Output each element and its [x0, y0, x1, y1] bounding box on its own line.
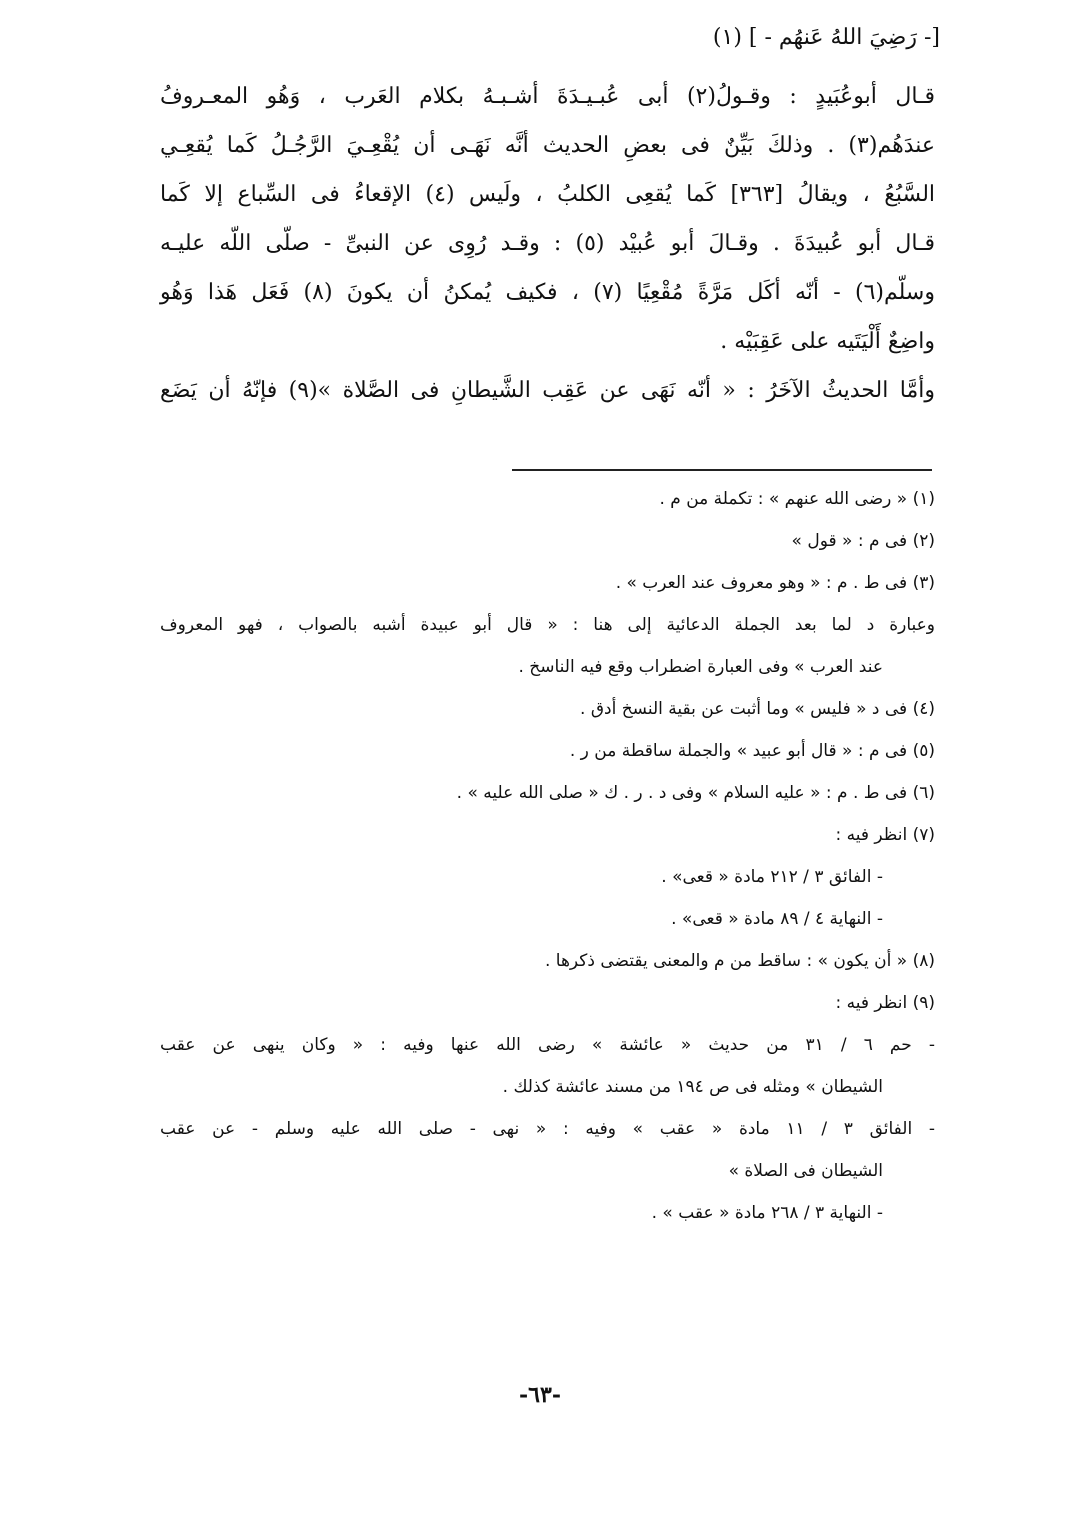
footnote-line: - النهاية ٣ / ٢٦٨ مادة « عقب » .: [651, 1203, 883, 1223]
paragraph-line: وأمَّا الحديثُ الآخَرُ : « أنّه نَهَى عن عَقِب الشَّيطانِ فى الصَّلاة »(٩) فإنّهُ أن يَضَع: [160, 378, 935, 403]
main-text-line: قـال أبوعُبَيدٍ : وقـولُ(٢) أبى عُبـيـدَةَ أشـبـهُ بكلام العَرب ، وَهُو المعـروفُ: [160, 84, 935, 109]
main-text-line: وسلّم(٦) - أنّه أكَل مَرَّةً مُقْعِيًا (٧) ، فكيف يُمكنُ أن يكونَ (٨) فَعَل هَذا وَهُو: [160, 280, 935, 305]
footnote-divider: [512, 469, 932, 471]
footnote-line: الشيطان فى الصلاة »: [728, 1161, 883, 1181]
footnote-line: (٢) فى م : « قول »: [791, 531, 935, 551]
bracketed-header-line: [- رَضِيَ اللهُ عَنهُم - ] (١): [712, 25, 940, 50]
footnote-line: - حم ٦ / ٣١ من حديث « عائشة » رضى الله عنها وفيه : « وكان ينهى عن عقب: [160, 1035, 935, 1055]
footnote-line: (٧) انظر فيه :: [835, 825, 935, 845]
main-text-line: واضِعٌ أَلْيَتَيه على عَقِبَيْه .: [720, 329, 935, 354]
main-text-line: قـال أبو عُبيدَةَ . وقـالَ أبو عُبيْد (٥) : وقـد رُوِى عن النبىِّ - صلّى اللّه عليـه: [160, 231, 935, 256]
main-text-line: السَّبُعُ ، ويقالُ [٣٦٣] كَما يُقعِى الكلبُ ، ولَيس (٤) الإقعاءُ فى السِّباع إلا كَما: [160, 182, 936, 207]
footnotes-block: [160, 478, 935, 1234]
footnote-line: الشيطان » ومثله فى ص ١٩٤ من مسند عائشة كذلك .: [502, 1077, 883, 1097]
footnote-line: (٨) « أن يكون » : ساقط من م والمعنى يقتضى ذكرها .: [544, 951, 935, 971]
footnote-line: (١) « رضى الله عنهم » : تكملة من م .: [659, 489, 935, 509]
footnote-line: وعبارة د لما بعد الجملة الدعائية إلى هنا : « قال أبو عبيدة أشبه بالصواب ، فهو المعروف: [160, 615, 935, 635]
main-text-block: [160, 72, 935, 415]
footnote-line: - الفائق ٣ / ٢١٢ مادة « قعى» .: [661, 867, 883, 887]
page-number: -٦٣-: [519, 1382, 561, 1408]
footnote-line: - النهاية ٤ / ٨٩ مادة « قعى» .: [671, 909, 883, 929]
footnote-line: عند العرب » وفى العبارة اضطراب وقع فيه الناسخ .: [518, 657, 883, 677]
footnote-line: (٦) فى ط . م : « عليه السلام » وفى د . ر . ك « صلى الله عليه » .: [456, 783, 935, 803]
footnote-line: (٩) انظر فيه :: [835, 993, 935, 1013]
main-text-line: عندَهُم(٣) . وذلكَ بَيِّنٌ فى بعضِ الحديث أنَّه نَهَـى أن يُقْعِـيَ الرَّجُـلُ كَما يُقعِـي: [160, 133, 935, 158]
footnote-line: (٤) فى د « فليس » وما أثبت عن بقية النسخ أدق .: [580, 699, 935, 719]
footnote-line: - الفائق ٣ / ١١ مادة « عقب » وفيه : « نهى - صلى الله عليه وسلم - عن عقب: [160, 1119, 935, 1139]
footnote-line: (٥) فى م : « قال أبو عبيد » والجملة ساقطة من ر .: [569, 741, 935, 761]
footnote-line: (٣) فى ط . م : « وهو معروف عند العرب » .: [615, 573, 935, 593]
